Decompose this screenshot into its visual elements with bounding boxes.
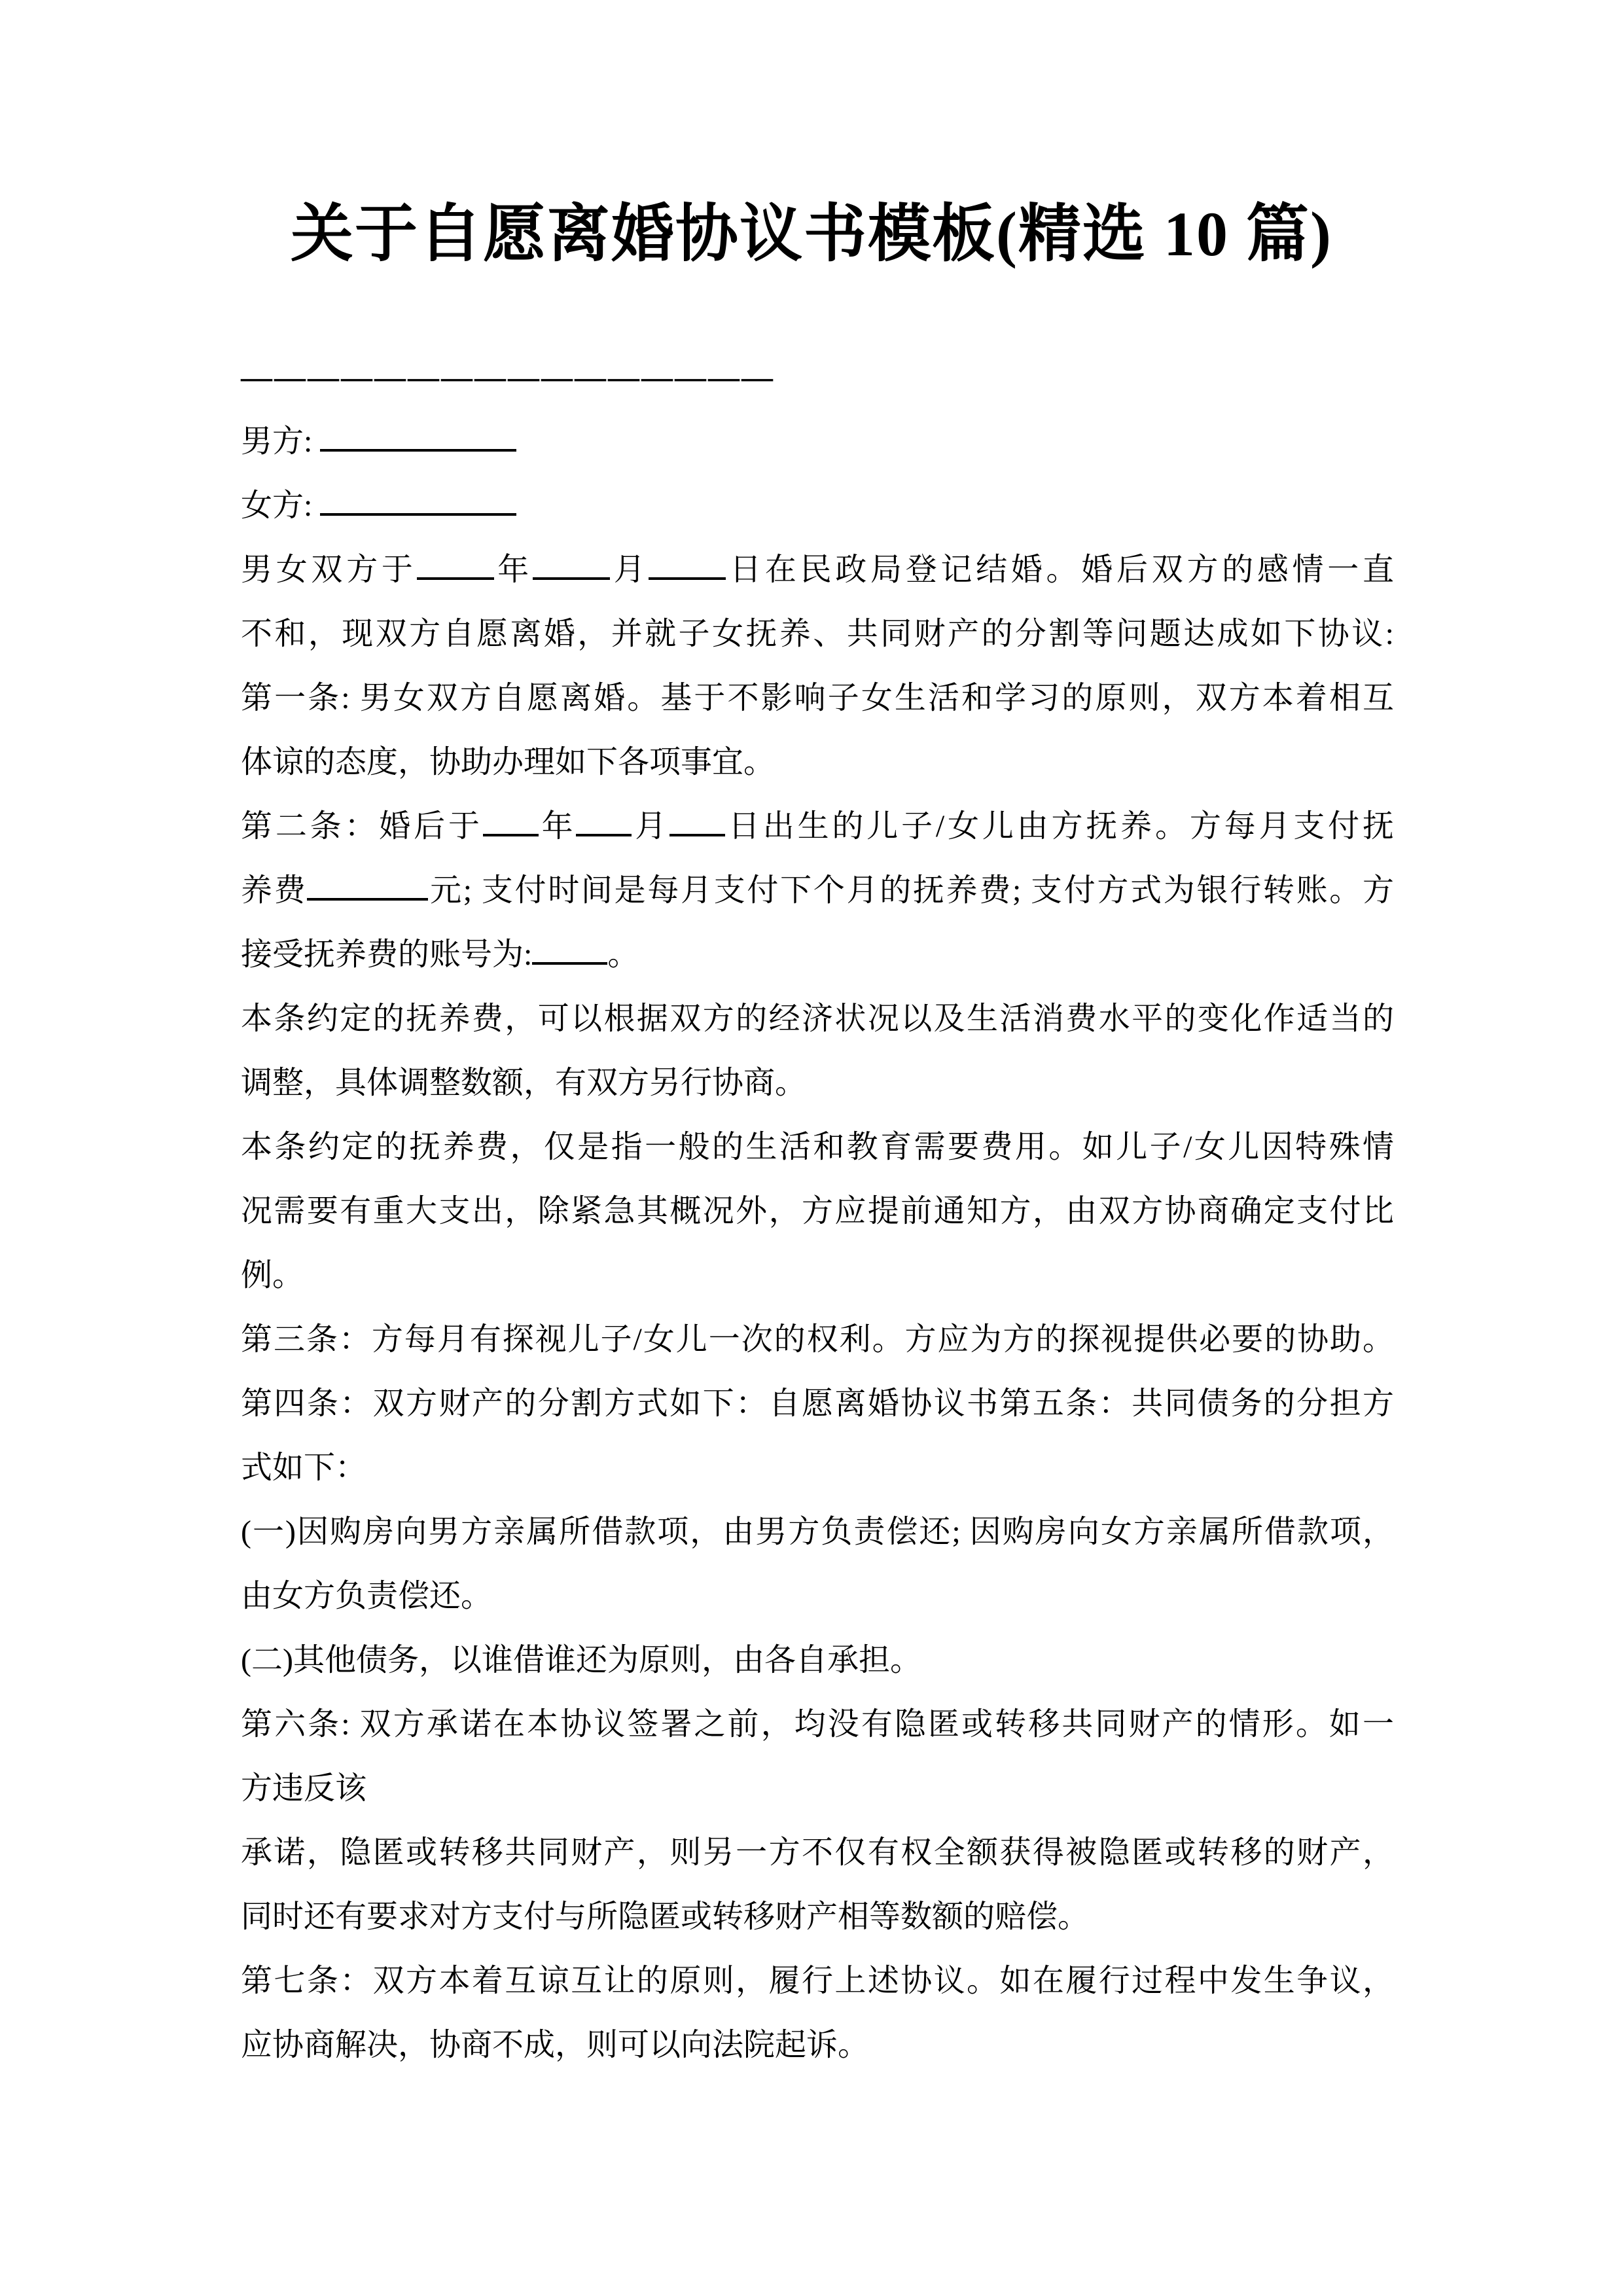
text-segment: 日在民政局登记结婚。婚后双方的感情一直 <box>726 552 1394 587</box>
text-segment: 由女方负责偿还。 <box>241 1579 493 1613</box>
article-4-5-line-2 <box>241 1436 1394 1500</box>
blank-underline <box>483 806 539 836</box>
blank-underline <box>417 550 494 580</box>
text-segment: 体谅的态度，协助办理如下各项事宜。 <box>241 745 776 780</box>
text-segment: 男方: <box>241 424 321 459</box>
article-7-line-1 <box>241 1949 1394 2013</box>
text-segment: 式如下： <box>241 1450 367 1485</box>
support-scope-line-3 <box>241 1244 1394 1308</box>
text-segment: 本条约定的抚养费，可以根据双方的经济状况以及生活消费水平的变化作适当的 <box>241 1001 1394 1036</box>
text-segment: ———————————————— <box>241 360 775 395</box>
text-segment: 调整，具体调整数额，有双方另行协商。 <box>241 1066 807 1100</box>
text-segment: 方违反该 <box>241 1771 367 1806</box>
text-segment: 日出生的儿子/女儿由方抚养。方每月支付抚 <box>725 809 1394 844</box>
blank-underline <box>320 422 516 452</box>
text-segment: 第一条: 男女双方自愿离婚。基于不影响子女生活和学习的原则，双方本着相互 <box>241 681 1394 715</box>
text-segment: 况需要有重大支出，除紧急其概况外，方应提前通知方，由双方协商确定支付比 <box>241 1194 1394 1229</box>
intro-line-2 <box>241 602 1394 666</box>
text-segment: 年 <box>538 809 577 844</box>
blank-underline <box>307 870 428 901</box>
text-segment: 。 <box>607 937 639 972</box>
article-4-5-line-1 <box>241 1372 1394 1436</box>
text-segment: 女方: <box>241 488 321 523</box>
party-female-line <box>241 474 1394 538</box>
debt-item-2-line <box>241 1628 1394 1693</box>
intro-line-1 <box>241 538 1394 602</box>
article-2-line-1 <box>241 795 1394 859</box>
text-segment: 第七条：双方本着互谅互让的原则，履行上述协议。如在履行过程中发生争议， <box>241 1964 1394 1998</box>
support-adjust-line-1 <box>241 987 1394 1051</box>
text-segment: 年 <box>493 552 533 587</box>
support-scope-line-1 <box>241 1115 1394 1179</box>
text-segment: 第四条：双方财产的分割方式如下：自愿离婚协议书第五条：共同债务的分担方 <box>241 1386 1394 1421</box>
text-segment: 本条约定的抚养费，仅是指一般的生活和教育需要费用。如儿子/女儿因特殊情 <box>241 1130 1394 1164</box>
blank-underline <box>576 806 632 836</box>
text-segment: (二)其他债务，以谁借谁还为原则，由各自承担。 <box>241 1643 921 1677</box>
blank-underline <box>649 550 726 580</box>
text-segment: 第六条: 双方承诺在本协议签署之前，均没有隐匿或转移共同财产的情形。如一 <box>241 1707 1394 1742</box>
article-1-line-2 <box>241 730 1394 795</box>
debt-item-1-line-1 <box>241 1500 1394 1564</box>
support-scope-line-2 <box>241 1179 1394 1244</box>
debt-item-1-line-2 <box>241 1564 1394 1628</box>
article-6-line-3 <box>241 1821 1394 1885</box>
article-2-line-3 <box>241 923 1394 987</box>
support-adjust-line-2 <box>241 1051 1394 1115</box>
text-segment: 承诺，隐匿或转移共同财产，则另一方不仅有权全额获得被隐匿或转移的财产， <box>241 1835 1394 1870</box>
blank-underline <box>532 935 607 965</box>
blank-underline <box>669 806 725 836</box>
text-segment: 月 <box>610 552 649 587</box>
text-segment: 同时还有要求对方支付与所隐匿或转移财产相等数额的赔偿。 <box>241 1899 1090 1934</box>
text-segment: 元; 支付时间是每月支付下个月的抚养费; 支付方式为银行转账。方 <box>428 873 1394 908</box>
party-male-line <box>241 410 1394 474</box>
text-segment: 例。 <box>241 1258 304 1293</box>
text-segment: (一)因购房向男方亲属所借款项，由男方负责偿还; 因购房向女方亲属所借款项， <box>241 1515 1394 1549</box>
text-segment: 应协商解决，协商不成，则可以向法院起诉。 <box>241 2028 870 2062</box>
text-segment: 男女双方于 <box>241 552 417 587</box>
article-7-line-2 <box>241 2013 1394 2077</box>
article-2-line-2 <box>241 859 1394 923</box>
article-6-line-2 <box>241 1757 1394 1821</box>
document-body <box>241 346 1394 2077</box>
text-segment: 第三条：方每月有探视儿子/女儿一次的权利。方应为方的探视提供必要的协助。 <box>241 1322 1394 1357</box>
text-segment: 月 <box>632 809 670 844</box>
text-segment: 第二条：婚后于 <box>241 809 483 844</box>
text-segment: 养费 <box>241 873 308 908</box>
blank-underline <box>533 550 610 580</box>
divider-dashes <box>241 346 1394 410</box>
text-segment: 不和，现双方自愿离婚，并就子女抚养、共同财产的分割等问题达成如下协议: <box>241 617 1394 651</box>
document-title: 关于自愿离婚协议书模板(精选 10 篇) <box>291 199 1332 269</box>
article-1-line-1 <box>241 666 1394 730</box>
article-6-line-1 <box>241 1693 1394 1757</box>
text-segment: 接受抚养费的账号为: <box>241 937 533 972</box>
blank-underline <box>320 486 516 516</box>
article-3-line-1 <box>241 1308 1394 1372</box>
article-6-line-4 <box>241 1885 1394 1949</box>
